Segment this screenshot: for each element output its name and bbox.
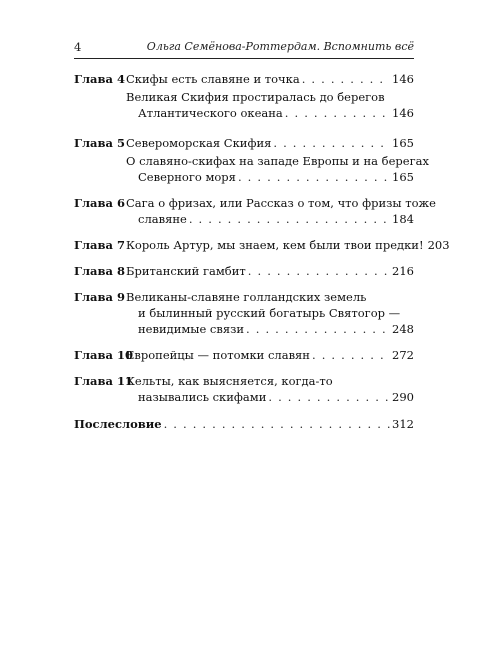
toc-title-line	[126, 237, 450, 253]
toc-title-text: Британский гамбит	[126, 264, 246, 278]
toc-chapter-label: Глава 6	[74, 196, 125, 210]
toc-title-line	[162, 416, 414, 432]
toc-page-number: 216	[392, 264, 414, 278]
toc-title-line	[126, 169, 414, 185]
toc-entry[interactable]	[74, 416, 414, 432]
toc-chapter-label	[74, 153, 126, 185]
toc-title-line	[126, 135, 414, 151]
toc-page-number: 165	[392, 136, 414, 150]
toc-title-text: Кельты, как выясняется, когда-то	[126, 374, 333, 388]
running-title: Ольга Семёнова-Роттердам. Вспомнить всё	[146, 40, 414, 53]
toc-title-text: и былинный русский богатырь Святогор —	[138, 306, 401, 320]
toc-page-number: 248	[392, 322, 414, 336]
toc-title-line	[126, 305, 414, 321]
toc-chapter-label: Глава 7	[74, 238, 125, 252]
toc-chapter-label	[74, 89, 126, 121]
toc-entry[interactable]	[74, 89, 414, 121]
toc-page-number: 146	[392, 106, 414, 120]
toc-page-number: 272	[392, 348, 414, 362]
toc-chapter-label: Глава 11	[74, 374, 133, 388]
toc-page-number: 146	[392, 72, 414, 86]
toc-title-line	[126, 389, 414, 405]
toc-chapter-label: Глава 8	[74, 264, 125, 278]
dot-leader	[285, 105, 390, 121]
table-of-contents	[74, 71, 450, 432]
toc-chapter-label: Послесловие	[74, 417, 162, 431]
toc-page-number: 184	[392, 212, 414, 226]
toc-entry-body	[126, 289, 414, 337]
toc-page-number: 290	[392, 390, 414, 404]
toc-title-line	[126, 105, 414, 121]
dot-leader	[189, 211, 390, 227]
toc-entry[interactable]	[74, 347, 414, 363]
toc-entry-body	[126, 237, 450, 253]
toc-entry[interactable]	[74, 135, 414, 151]
toc-entry-body	[126, 153, 429, 185]
toc-title-text: Атлантического океана	[138, 106, 283, 120]
toc-page-number: 312	[392, 417, 414, 431]
toc-title-text: Великаны-славяне голландских земель	[126, 290, 367, 304]
toc-page-number: 203	[427, 238, 450, 252]
toc-entry[interactable]	[74, 373, 414, 405]
toc-title-line	[126, 289, 414, 305]
toc-chapter-label: Глава 10	[74, 348, 133, 362]
toc-entry-body	[126, 347, 414, 363]
toc-title-text: славяне	[138, 212, 187, 226]
toc-entry[interactable]	[74, 153, 429, 185]
toc-title-line	[126, 89, 414, 105]
dot-leader	[164, 416, 390, 432]
toc-title-text: Скифы есть славяне и точка	[126, 72, 300, 86]
dot-leader	[238, 169, 390, 185]
toc-chapter-label: Глава 4	[74, 72, 125, 86]
toc-title-line	[126, 373, 414, 389]
dot-leader	[248, 263, 390, 279]
toc-entry[interactable]	[74, 195, 436, 227]
running-header	[74, 38, 414, 58]
dot-leader	[246, 321, 390, 337]
toc-title-text: О славяно-скифах на западе Европы и на берегах	[126, 154, 429, 168]
toc-title-line	[126, 71, 414, 87]
dot-leader	[312, 347, 390, 363]
toc-title-line	[126, 153, 429, 169]
toc-chapter-label: Глава 9	[74, 290, 125, 304]
toc-title-line	[126, 347, 414, 363]
toc-entry-body	[126, 373, 414, 405]
toc-title-text: Северного моря	[138, 170, 236, 184]
toc-title-text: невидимые связи	[138, 322, 245, 336]
toc-chapter-label: Глава 5	[74, 136, 125, 150]
toc-entry-body	[126, 263, 414, 279]
toc-entry[interactable]	[74, 71, 414, 87]
toc-entry[interactable]	[74, 237, 450, 253]
toc-title-line	[126, 263, 414, 279]
toc-entry-body	[126, 71, 414, 87]
toc-entry[interactable]	[74, 263, 414, 279]
toc-title-text: Сага о фризах, или Рассказ о том, что фризы тоже	[126, 196, 436, 210]
toc-entry[interactable]	[74, 289, 414, 337]
toc-entry-body	[126, 195, 436, 227]
toc-entry-body	[162, 416, 414, 432]
toc-title-text: Европейцы — потомки славян	[126, 348, 310, 362]
page-number: 4	[74, 40, 82, 54]
toc-title-line	[126, 195, 436, 211]
toc-page-number: 165	[392, 170, 414, 184]
toc-title-text: Король Артур, мы знаем, кем были твои предки!	[126, 238, 424, 252]
dot-leader	[268, 389, 390, 405]
dot-leader	[302, 71, 390, 87]
toc-title-text: назывались скифами	[138, 390, 267, 404]
toc-title-line	[126, 321, 414, 337]
toc-title-text: Североморская Скифия	[126, 136, 272, 150]
toc-title-text: Великая Скифия простиралась до берегов	[126, 90, 385, 104]
header-rule	[74, 58, 414, 59]
toc-entry-body	[126, 135, 414, 151]
toc-entry-body	[126, 89, 414, 121]
dot-leader	[273, 135, 390, 151]
toc-title-line	[126, 211, 414, 227]
